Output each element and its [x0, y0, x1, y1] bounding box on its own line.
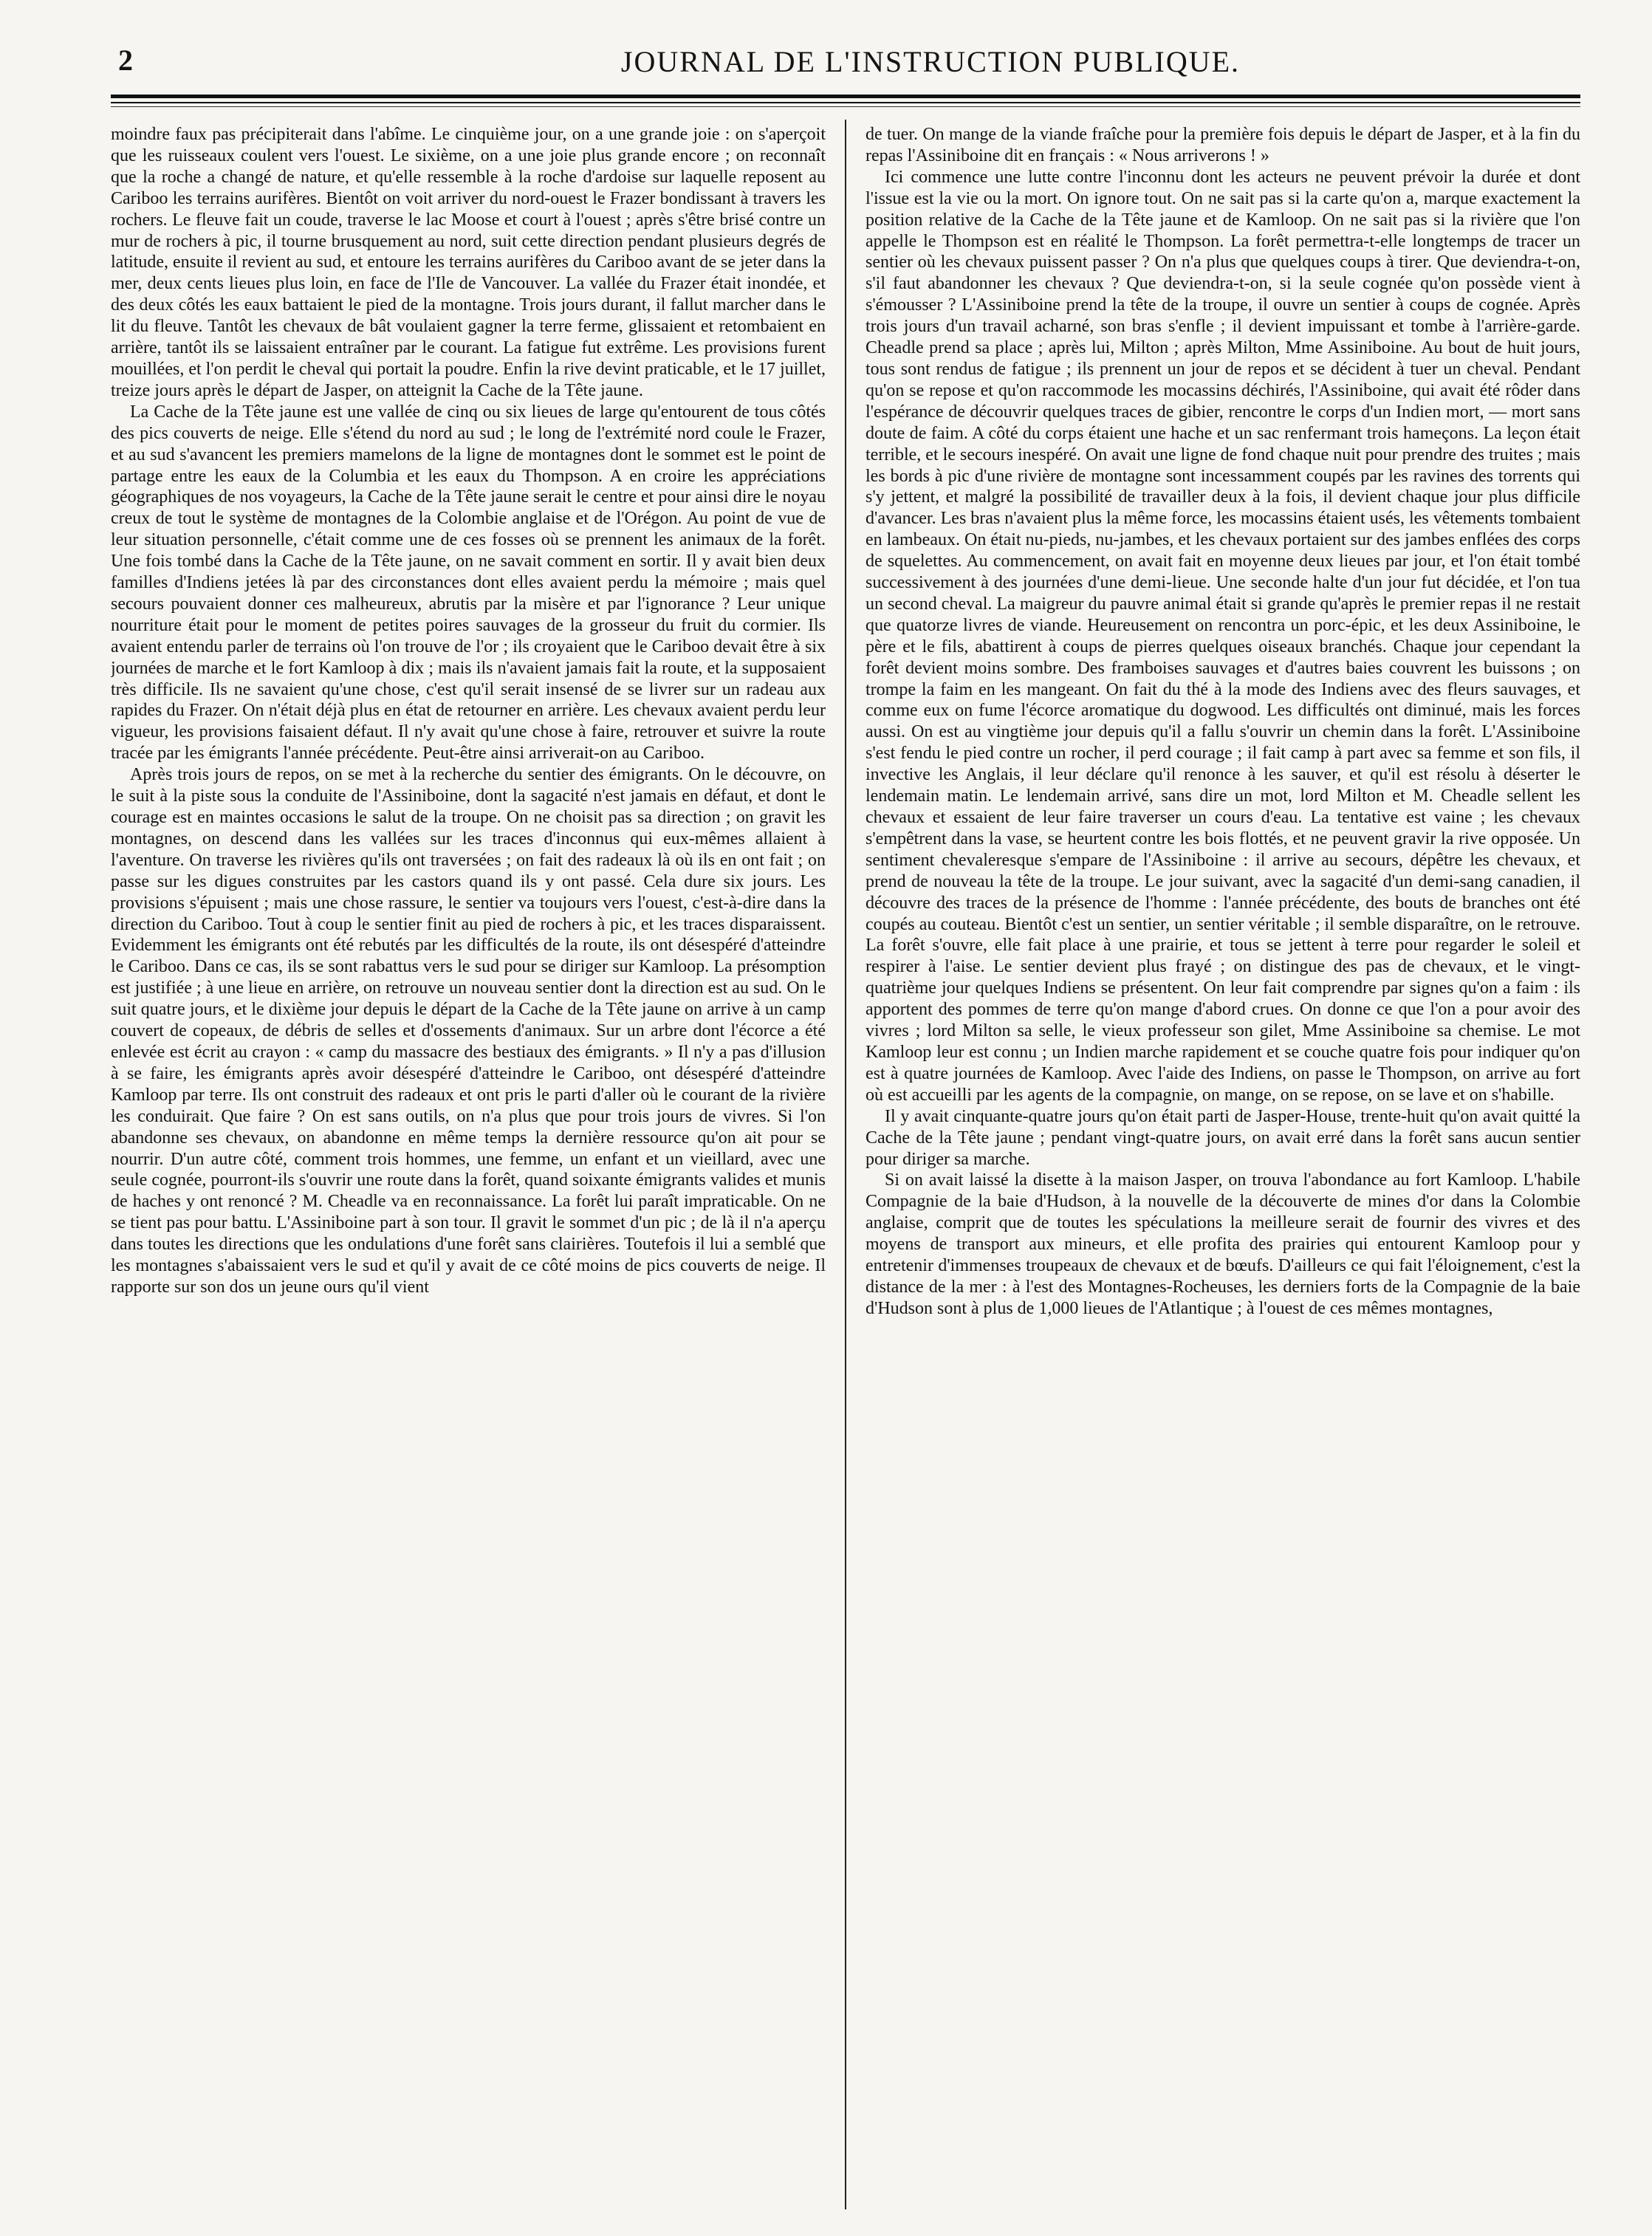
newspaper-page	[111, 30, 1580, 2215]
header-rule-thin	[111, 102, 1580, 103]
paragraph: Il y avait cinquante-quatre jours qu'on était parti de Jasper-House, trente-huit qu'on avait quitté la Cache de la Tête jaune ; pendant vingt-quatre jours, on avait erré dans la forêt sans aucun sentier pour diriger sa marche.	[866, 1106, 1580, 1169]
header-rule-thin-lower	[111, 106, 1580, 107]
journal-title: JOURNAL DE L'INSTRUCTION PUBLIQUE.	[620, 45, 1241, 78]
paragraph: Si on avait laissé la disette à la maison Jasper, on trouva l'abondance au fort Kamloop. L'habile Compagnie de la baie d'Hudson, à la nouvelle de la découverte de mines d'or dans la Colombie anglaise, comprit que de toutes les spéculations la meilleure serait de fournir des vivres et des moyens de transport aux mineurs, et elle profita des prairies qui entourent Kamloop pour y entretenir d'immenses troupeaux de chevaux et de bœufs. D'ailleurs ce qui fait l'éloignement, c'est la distance de la mer : à l'est des Montagnes-Rocheuses, les derniers forts de la Compagnie de la baie d'Hudson sont à plus de 1,000 lieues de l'Atlantique ; à l'ouest de ces mêmes montagnes,	[866, 1170, 1580, 1318]
page-header	[111, 30, 1580, 89]
paragraph: Après trois jours de repos, on se met à la recherche du sentier des émigrants. On le découvre, on le suit à la piste sous la conduite de l'Assiniboine, dont la sagacité n'est jamais en défaut, et dont le courage est en maintes occasions le salut de la troupe. On ne choisit pas sa direction ; on gravit les montagnes, on descend dans les vallées sur les traces d'inconnus qui eux-mêmes allaient à l'aventure. On traverse les rivières qu'ils ont traversées ; on fait des radeaux là où ils en ont fait ; on passe sur les digues construites par les castors quand ils y ont passé. Cela dure six jours. Les provisions s'épuisent ; mais une chose rassure, le sentier va toujours vers l'ouest, c'est-à-dire dans la direction du Cariboo. Tout à coup le sentier finit au pied de rochers à pic, et les traces disparaissent. Evidemment les émigrants ont été rebutés par les difficultés de la route, ils ont désespéré d'atteindre le Cariboo. Dans ce cas, ils se sont rabattus vers le sud pour se diriger sur Kamloop. La présomption est justifiée ; à une lieue en arrière, on retrouve un nouveau sentier dont la direction est au sud. On le suit quatre jours, et le dixième jour depuis le départ de la Cache de la Tête jaune on arrive à un camp couvert de copeaux, de débris de selles et d'ossements d'animaux. Sur un arbre dont l'écorce a été enlevée est écrit au crayon : « camp du massacre des bestiaux des émigrants. » Il n'y a pas d'illusion à se faire, les émigrants après avoir désespéré d'atteindre le Cariboo, ont désespéré d'atteindre Kamloop par terre. Ils ont construit des radeaux et ont pris le parti d'aller où le courant de la rivière les conduirait. Que faire ? On est sans outils, on n'a plus que pour trois jours de vivres. Si l'on abandonne ses chevaux, on abandonne en même temps la dernière ressource qu'on ait pour se nourrir. D'un autre côté, comment trois hommes, une femme, un enfant et un vieillard, avec une seule cognée, pourront-ils s'ouvrir une route dans la forêt, quand soixante émigrants valides et munis de haches y ont renoncé ? M. Cheadle va en reconnaissance. La forêt lui paraît impraticable. On ne se tient pas pour battu. L'Assiniboine part à son tour. Il gravit le sommet d'un pic ; de là il n'a aperçu dans toutes les directions que les ondulations d'une forêt sans clairières. Toutefois il lui a semblé que les montagnes s'abaissaient vers le sud et qu'il y avait de ce côté moins de pics couverts de neige. Il rapporte sur son dos un jeune ours qu'il vient	[111, 765, 826, 1297]
paragraph: moindre faux pas précipiterait dans l'abîme. Le cinquième jour, on a une grande joie : on s'aperçoit que les ruisseaux coulent vers l'ouest. Le sixième, on a une joie plus grande encore ; on reconnaît que la roche a changé de nature, et qu'elle ressemble à la roche d'ardoise sur laquelle reposent au Cariboo les terrains aurifères. Bientôt on voit arriver du nord-ouest le Frazer bondissant à travers les rochers. Le fleuve fait un coude, traverse le lac Moose et court à l'ouest ; après s'être brisé contre un mur de rochers à pic, il tourne brusquement au nord, suit cette direction pendant plusieurs degrés de latitude, ensuite il revient au sud, et entoure les terrains aurifères du Cariboo avant de se jeter dans la mer, deux cents lieues plus loin, en face de l'Ile de Vancouver. La vallée du Frazer était inondée, et des deux côtés les eaux battaient le pied de la montagne. Trois jours durant, il fallut marcher dans le lit du fleuve. Tantôt les chevaux de bât voulaient gagner la terre ferme, glissaient et retombaient en arrière, tantôt ils se laissaient entraîner par le courant. La fatigue fut extrême. Les provisions furent mouillées, et l'on perdit le cheval qui portait la poudre. Enfin la rive devint praticable, et le 17 juillet, treize jours après le départ de Jasper, on atteignit la Cache de la Tête jaune.	[111, 125, 826, 400]
column-divider	[845, 120, 846, 2209]
paragraph: de tuer. On mange de la viande fraîche pour la première fois depuis le départ de Jasper, et à la fin du repas l'Assiniboine dit en français : « Nous arriverons ! »	[866, 125, 1580, 165]
page-number: 2	[118, 44, 133, 77]
paragraph: Ici commence une lutte contre l'inconnu dont les acteurs ne peuvent prévoir la durée et dont l'issue est la vie ou la mort. On ignore tout. On ne sait pas si la carte qu'on a, marque exactement la position relative de la Cache de la Tête jaune et de Kamloop. On ne sait pas si la rivière que l'on appelle le Thompson est en réalité le Thompson. La forêt permettra-t-elle longtemps de tracer un sentier où les chevaux puissent passer ? On n'a plus que quelques coups à tirer. Que deviendra-t-on, s'il faut abandonner les chevaux ? Que deviendra-t-on, si la seule cognée qu'on possède vient à s'émousser ? L'Assiniboine prend la tête de la troupe, il ouvre un sentier à coups de cognée. Après trois jours d'un travail acharné, son bras s'enfle ; il devient impuissant et tombe à l'arrière-garde. Cheadle prend sa place ; après lui, Milton ; après Milton, Mme Assiniboine. Au bout de huit jours, tous sont rendus de fatigue ; ils prennent un jour de repos et se décident à tuer un cheval. Pendant qu'on se repose et qu'on raccommode les mocassins déchirés, l'Assiniboine, qui avait été rôder dans l'espérance de découvrir quelques traces de gibier, rencontre le corps d'un Indien mort, — mort sans doute de faim. A côté du corps étaient une hache et un sac renfermant trois hameçons. La leçon était terrible, et le secours inespéré. On avait une ligne de fond chaque nuit pour prendre des truites ; mais les bords à pic d'une rivière de montagne sont incessamment coupés par les ravines des torrents qui s'y jettent, et malgré la possibilité de travailler deux à la fois, il devient chaque jour plus difficile d'avancer. Les bras n'avaient plus la même force, les mocassins étaient usés, les vêtements tombaient en lambeaux. On était nu-pieds, nu-jambes, et les chevaux portaient sur des jambes enflées des corps de squelettes. Au commencement, on avait fait en moyenne deux lieues par jour, et l'on était tombé successivement à des journées d'une demi-lieue. Une seconde halte d'un jour fut décidée, et l'on tua un second cheval. La maigreur du pauvre animal était si grande qu'après le premier repas il ne restait que quatorze livres de viande. Heureusement on rencontra un porc-épic, et les deux Assiniboine, le père et le fils, abattirent à coups de pierres quelques oiseaux branchés. Chaque jour cependant la forêt devient moins sombre. Des framboises sauvages et d'autres baies couvrent les buissons ; on trompe la faim en les mangeant. On fait du thé à la mode des Indiens avec des fleurs sauvages, et comme eux on fume l'écorce aromatique du dogwood. Les difficultés ont diminué, mais les forces aussi. On est au vingtième jour depuis qu'il a fallu s'ouvrir un chemin dans la forêt. L'Assiniboine s'est fendu le pied contre un rocher, il perd courage ; il fait camp à part avec sa femme et son fils, il invective les Anglais, il leur déclare qu'il renonce à les sauver, et qu'il est résolu à déserter le lendemain matin. Le lendemain arrivé, sans dire un mot, lord Milton et M. Cheadle sellent les chevaux et essaient de leur faire traverser un cours d'eau. La tentative est vaine ; les chevaux s'empêtrent dans la vase, se heurtent contre les bois flottés, et ne peuvent gravir la rive opposée. Un sentiment chevaleresque s'empare de l'Assiniboine : il arrive au secours, dépêtre les chevaux, et prend de nouveau la tête de la troupe. Le jour suivant, avec la sagacité d'un demi-sang canadien, il découvre des traces de la présence de l'homme : l'année précédente, des bouts de branches ont été coupés au couteau. Bientôt c'est un sentier, un sentier véritable ; il semble disparaître, on le retrouve. La forêt s'ouvre, elle fait place à une prairie, et tous se jettent à terre pour regarder le soleil et respirer à l'aise. Le sentier devient plus frayé ; on distingue des pas de chevaux, et le vingt-quatrième jour quelques Indiens se présentent. On leur fait comprendre par signes qu'on a faim : ils apportent des pommes de terre qu'on mange d'abord crues. On donne ce que l'on a pour avoir des vivres ; lord Milton sa selle, le vieux professeur son gilet, Mme Assiniboine sa chemise. Le mot Kamloop leur est connu ; un Indien marche rapidement et se couche quatre fois pour indiquer qu'on est à quatre journées de Kamloop. Avec l'aide des Indiens, on passe le Thompson, on arrive au fort où est accueilli par les agents de la compagnie, on mange, on se repose, on se lave et on s'habille.	[866, 167, 1580, 1105]
left-column	[111, 124, 826, 2214]
paragraph: La Cache de la Tête jaune est une vallée de cinq ou six lieues de large qu'entourent de tous côtés des pics couverts de neige. Elle s'étend du nord au sud ; le long de l'extrémité nord coule le Frazer, et au sud s'avancent les premiers mamelons de la ligne de montagnes dont le sommet est le point de partage entre les eaux de la Columbia et les eaux du Thompson. A en croire les appréciations géographiques de nos voyageurs, la Cache de la Tête jaune serait le centre et pour ainsi dire le noyau creux de tout le système de montagnes de la Colombie anglaise et de l'Orégon. Au point de vue de leur situation personnelle, c'était comme une de ces fosses où se prennent les animaux de la forêt. Une fois tombé dans la Cache de la Tête jaune, on ne savait comment en sortir. Il y avait bien deux familles d'Indiens jetées là par des circonstances dont elles avaient perdu la mémoire ; mais quel secours pouvaient donner ces malheureux, abrutis par la misère et par l'ignorance ? Leur unique nourriture était pour le moment de petites poires sauvages de la grosseur du fruit du cormier. Ils avaient entendu parler de terrains où l'on trouve de l'or ; ils croyaient que le Cariboo devait être à six journées de marche et le fort Kamloop à dix ; mais ils n'avaient jamais fait la route, et la supposaient très difficile. Ils ne savaient qu'une chose, c'est qu'il serait insensé de se livrer sur un radeau aux rapides du Frazer. On n'était déjà plus en état de retourner en arrière. Les chevaux avaient perdu leur vigueur, les provisions faisaient défaut. Il n'y avait qu'une chose à faire, retrouver et suivre la route tracée par les émigrants l'année précédente. Peut-être ainsi arriverait-on au Cariboo.	[111, 402, 826, 764]
header-rule-thick	[111, 95, 1580, 98]
right-column	[866, 124, 1580, 2214]
